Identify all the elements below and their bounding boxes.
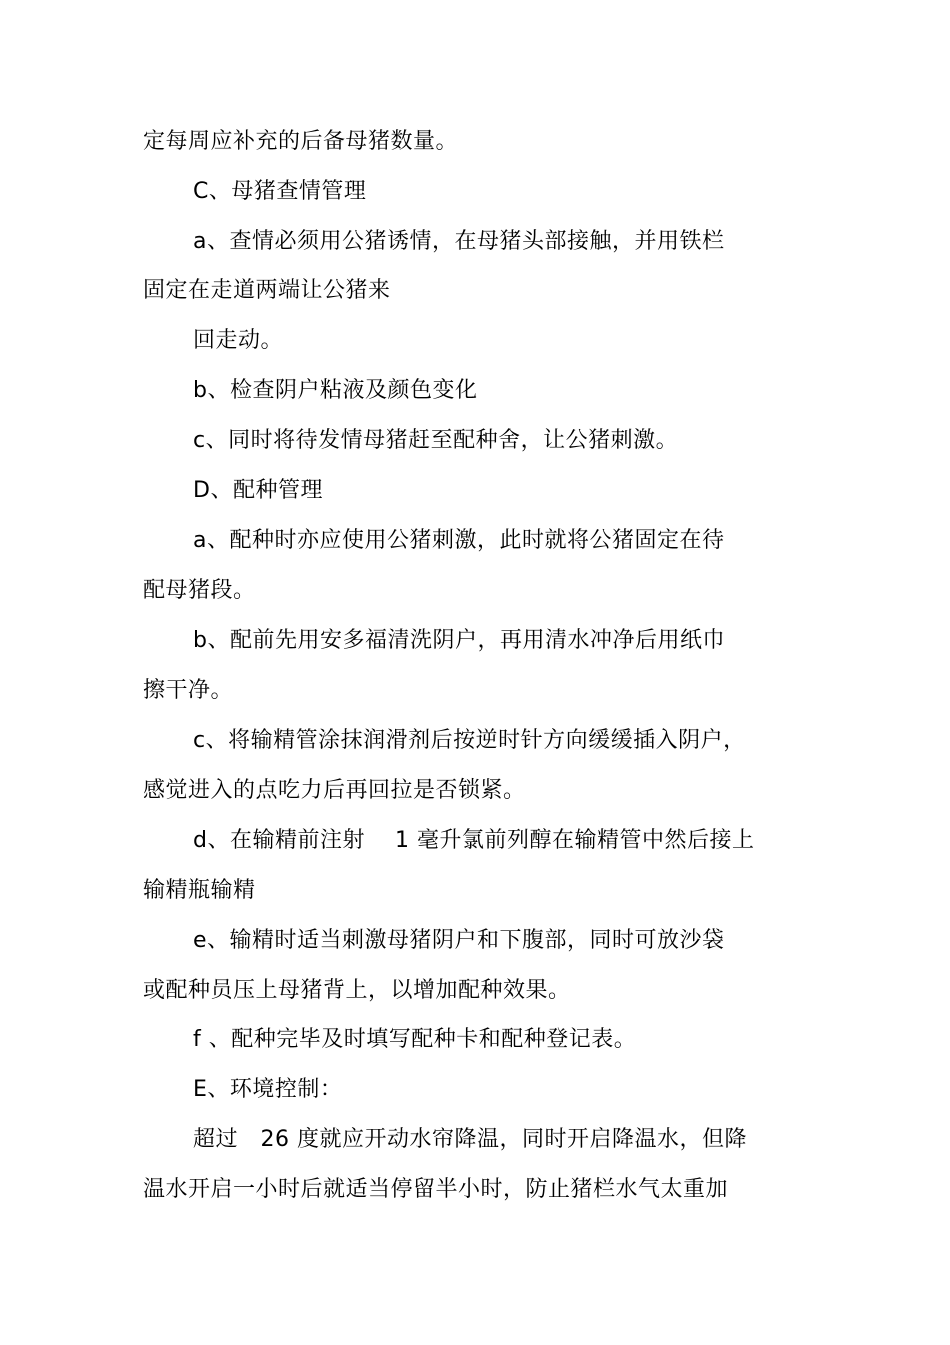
text-line: 固定在走道两端让公猪来 bbox=[143, 278, 391, 303]
text-line: d、在输精前注射 1 毫升氯前列醇在输精管中然后接上 bbox=[193, 828, 755, 853]
section-heading: C、母猪查情管理 bbox=[193, 179, 367, 204]
text-line: 定每周应补充的后备母猪数量。 bbox=[143, 129, 459, 154]
section-heading: E、环境控制： bbox=[193, 1077, 343, 1102]
text-line: 或配种员压上母猪背上，以增加配种效果。 bbox=[143, 978, 571, 1003]
text-line: 配母猪段。 bbox=[143, 578, 256, 603]
text-line: c、同时将待发情母猪赶至配种舍，让公猪刺激。 bbox=[193, 428, 679, 453]
text-line: 超过 26 度就应开动水帘降温，同时开启降温水，但降 bbox=[193, 1127, 747, 1152]
text-line: 输精瓶输精 bbox=[143, 878, 256, 903]
text-line: f 、配种完毕及时填写配种卡和配种登记表。 bbox=[193, 1027, 637, 1052]
text-line: b、检查阴户粘液及颜色变化 bbox=[193, 378, 478, 403]
text-line: a、查情必须用公猪诱情，在母猪头部接触，并用铁栏 bbox=[193, 229, 725, 254]
text-line: c、将输精管涂抹润滑剂后按逆时针方向缓缓插入阴户， bbox=[193, 728, 746, 753]
text-line: 擦干净。 bbox=[143, 678, 234, 703]
text-line: 感觉进入的点吃力后再回拉是否锁紧。 bbox=[143, 778, 526, 803]
section-heading: D、配种管理 bbox=[193, 478, 323, 503]
text-line: b、配前先用安多福清洗阴户，再用清水冲净后用纸巾 bbox=[193, 628, 725, 653]
text-line: 回走动。 bbox=[193, 328, 284, 353]
text-line: e、输精时适当刺激母猪阴户和下腹部，同时可放沙袋 bbox=[193, 928, 725, 953]
text-line: 温水开启一小时后就适当停留半小时，防止猪栏水气太重加 bbox=[143, 1177, 729, 1202]
text-line: a、配种时亦应使用公猪刺激，此时就将公猪固定在待 bbox=[193, 528, 725, 553]
